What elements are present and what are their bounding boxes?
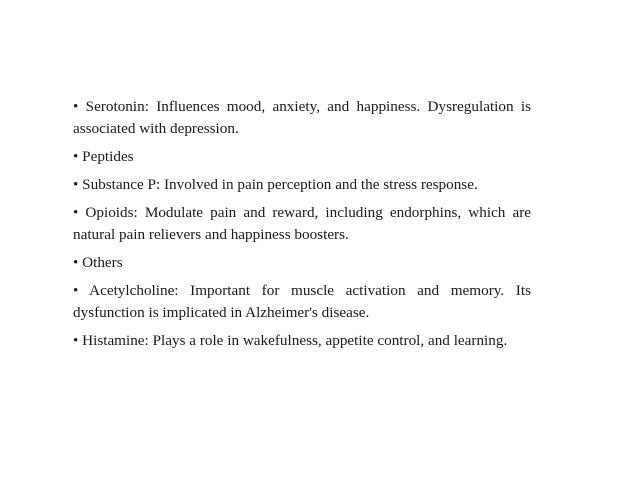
bullet-acetylcholine — [73, 280, 531, 324]
bullet-text: Opioids: Modulate pain and reward, including endorphins, which are natural pain relievers and happiness boosters. — [73, 204, 531, 243]
bullet-icon: • — [73, 176, 79, 193]
bullet-text: Substance P: Involved in pain perception and the stress response. — [82, 176, 478, 193]
bullet-list — [73, 96, 531, 358]
bullet-histamine — [73, 330, 531, 352]
bullet-icon: • — [73, 332, 79, 349]
bullet-icon: • — [73, 148, 79, 165]
bullet-opioids — [73, 202, 531, 246]
bullet-peptides — [73, 146, 531, 168]
bullet-text: Serotonin: Influences mood, anxiety, and happiness. Dysregulation is associated with depression. — [73, 98, 532, 137]
bullet-text: Acetylcholine: Important for muscle activation and memory. Its dysfunction is implicated in Alzheimer's disease. — [73, 282, 531, 321]
bullet-others — [73, 252, 531, 274]
bullet-text: Others — [82, 254, 123, 271]
bullet-icon: • — [73, 282, 79, 299]
bullet-icon: • — [73, 98, 79, 115]
bullet-text: Peptides — [82, 148, 134, 165]
bullet-icon: • — [73, 204, 79, 221]
bullet-text: Histamine: Plays a role in wakefulness, appetite control, and learning. — [82, 332, 508, 349]
bullet-icon: • — [73, 254, 79, 271]
bullet-serotonin — [73, 96, 531, 140]
bullet-substance-p — [73, 174, 531, 196]
